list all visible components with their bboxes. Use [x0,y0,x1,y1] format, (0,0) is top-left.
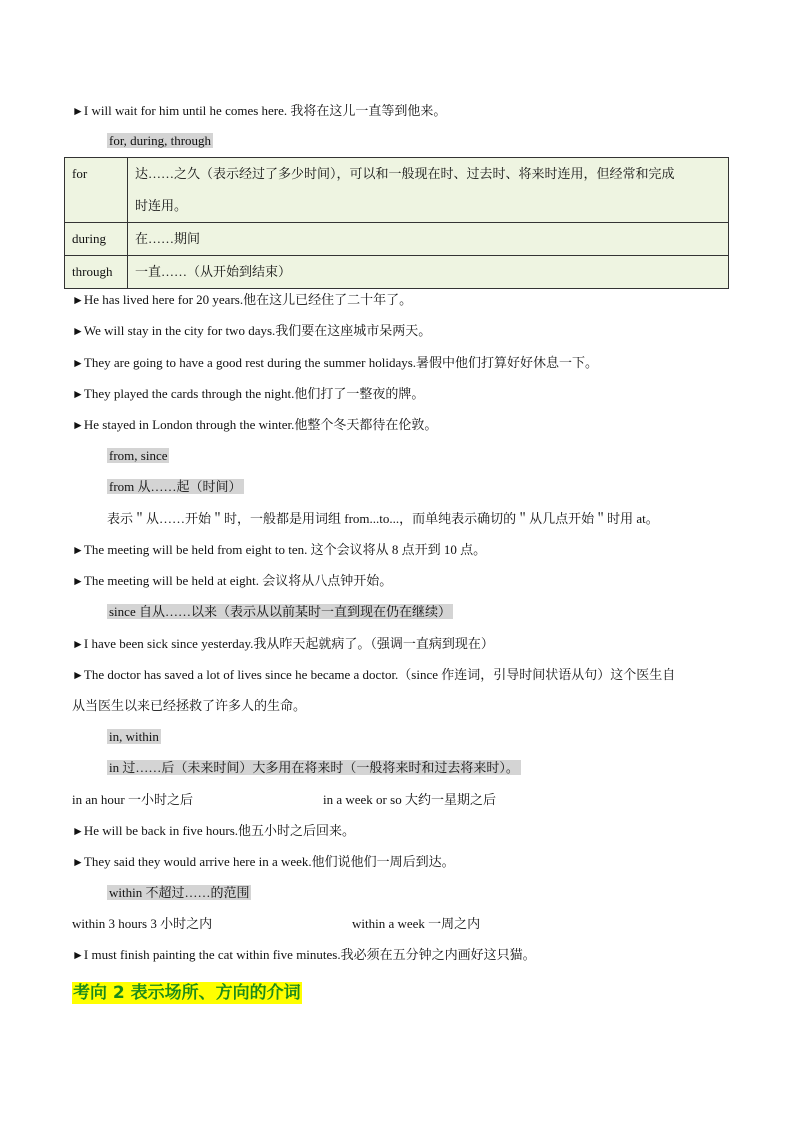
subheading-since [107,602,453,622]
example-sentence [72,353,598,373]
example-sentence [72,634,494,654]
bullet-marker: ► [72,543,84,557]
paragraph: 表示＂从……开始＂时，一般都是用词组 from...to...，而单纯表示确切的＂从几点开始＂时用 at。 [107,511,659,526]
example-sentence [72,945,536,965]
table-cell-value [128,158,729,223]
bullet-marker: ► [72,356,84,370]
bullet-marker: ► [72,293,84,307]
subheading-text: from 从……起（时间） [109,479,242,494]
subheading-text: in, within [109,729,159,744]
example-sentence [72,384,424,404]
subheading-for-during-through [107,131,213,151]
subheading-within [107,883,251,903]
example-sentence [72,101,446,121]
cell-line: 达……之久（表示经过了多少时间），可以和一般现在时、过去时、将来时连用，但经常和完成 [135,166,675,181]
section-title: 考向 2 表示场所、方向的介词 [73,983,301,1003]
example-sentence [72,540,486,560]
sentence-text: The doctor has saved a lot of lives since he became a doctor.（since 作连词，引导时间状语从句）这个医生自 [83,667,676,682]
bullet-marker: ► [72,948,84,962]
bullet-marker: ► [72,104,84,118]
phrase-example: in an hour 一小时之后 [72,792,193,807]
table-cell-key: for [65,158,128,223]
table-cell-key: through [65,256,128,289]
sentence-text: The meeting will be held at eight. 会议将从八点钟开始。 [83,573,393,588]
sentence-text: They are going to have a good rest during the summer holidays.暑假中他们打算好好休息一下。 [83,355,599,370]
subheading-text: from, since [109,448,168,463]
sentence-text: I have been sick since yesterday.我从昨天起就病了。（强调一直病到现在） [83,636,494,651]
bullet-marker: ► [72,387,84,401]
table-row [65,223,729,256]
example-sentence [72,571,392,591]
table-row [65,256,729,289]
table-row [65,158,729,223]
subheading-in [107,758,521,778]
bullet-marker: ► [72,824,84,838]
subheading-text: for, during, through [109,133,212,148]
sentence-continuation: 从当医生以来已经拯救了许多人的生命。 [72,698,307,713]
bullet-marker: ► [72,637,84,651]
subheading-from-since [107,446,169,466]
example-sentence [72,665,675,685]
example-sentence [72,415,437,435]
sentence-text: He will be back in five hours.他五小时之后回来。 [83,823,356,838]
bullet-marker: ► [72,574,84,588]
subheading-text: since 自从……以来（表示从以前某时一直到现在仍在继续） [109,604,451,619]
sentence-text: He stayed in London through the winter.他整个冬天都待在伦敦。 [83,417,438,432]
preposition-table [64,157,729,289]
sentence-text: We will stay in the city for two days.我们要在这座城市呆两天。 [83,323,432,338]
bullet-marker: ► [72,324,84,338]
example-sentence [72,821,355,841]
table-cell-value: 在……期间 [128,223,729,256]
bullet-marker: ► [72,668,84,682]
bullet-marker: ► [72,418,84,432]
table-cell-value: 一直……（从开始到结束） [128,256,729,289]
cell-line: 时连用。 [135,198,188,213]
phrase-example: within 3 hours 3 小时之内 [72,916,213,931]
example-sentence [72,290,412,310]
phrase-example: in a week or so 大约一星期之后 [323,792,496,807]
sentence-text: I will wait for him until he comes here. 我将在这儿一直等到他来。 [83,103,447,118]
table-cell-key: during [65,223,128,256]
sentence-text: The meeting will be held from eight to ten. 这个会议将从 8 点开到 10 点。 [83,542,487,557]
sentence-text: They said they would arrive here in a week.他们说他们一周后到达。 [83,854,455,869]
subheading-text: within 不超过……的范围 [109,885,250,900]
phrase-example: within a week 一周之内 [352,916,481,931]
sentence-text: They played the cards through the night.他们打了一整夜的牌。 [83,386,425,401]
subheading-text: in 过……后（未来时间）大多用在将来时（一般将来时和过去将来时）。 [109,760,519,775]
subheading-in-within [107,727,161,747]
bullet-marker: ► [72,855,84,869]
sentence-text: He has lived here for 20 years.他在这儿已经住了二十年了。 [83,292,413,307]
example-sentence [72,852,455,872]
sentence-text: I must finish painting the cat within five minutes.我必须在五分钟之内画好这只猫。 [83,947,536,962]
example-sentence [72,321,431,341]
subheading-from [107,477,244,497]
